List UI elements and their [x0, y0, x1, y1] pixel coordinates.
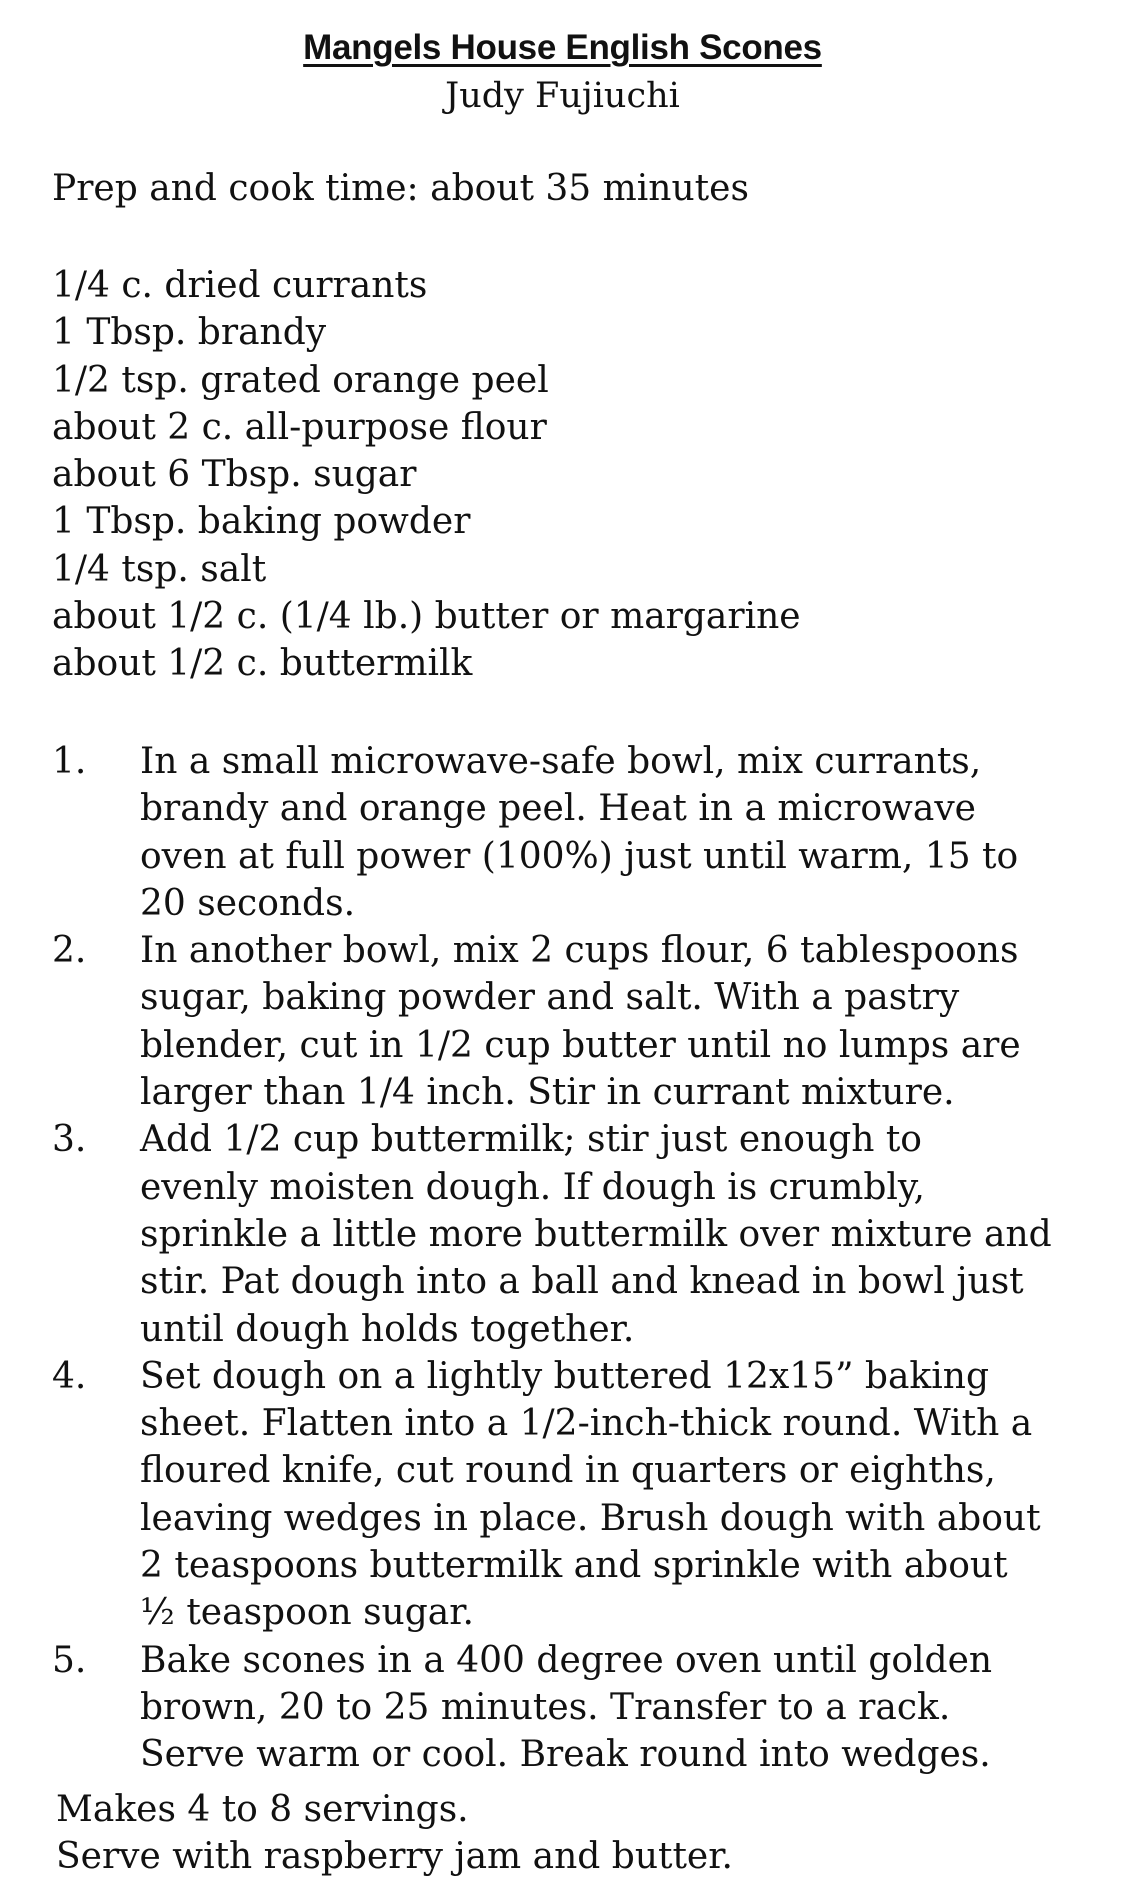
ingredient-item: 1/2 tsp. grated orange peel	[52, 359, 549, 401]
step-line: leaving wedges in place. Brush dough with about	[140, 1497, 1041, 1539]
ingredient-item: about 6 Tbsp. sugar	[52, 454, 417, 496]
ingredient-item: 1 Tbsp. brandy	[52, 312, 327, 354]
instruction-step	[52, 927, 1082, 1116]
serving-suggestion: Serve with raspberry jam and butter.	[56, 1836, 733, 1878]
step-line: stir. Pat dough into a ball and knead in bowl just	[140, 1261, 1024, 1303]
step-line: oven at full power (100%) just until warm, 15 to	[140, 835, 1019, 877]
step-text	[140, 927, 1082, 1116]
step-text	[140, 1116, 1082, 1352]
step-line: ½ teaspoon sugar.	[140, 1592, 474, 1634]
ingredient-item: about 1/2 c. buttermilk	[52, 643, 473, 685]
instruction-step	[52, 738, 1082, 927]
step-number: 2.	[52, 930, 87, 972]
prep-time: Prep and cook time: about 35 minutes	[52, 168, 749, 209]
step-line: until dough holds together.	[140, 1308, 635, 1350]
step-line: sheet. Flatten into a 1/2-inch-thick round. With a	[140, 1403, 1033, 1445]
step-line: In a small microwave-safe bowl, mix currants,	[140, 741, 982, 782]
ingredient-item: about 2 c. all-purpose flour	[52, 406, 547, 448]
step-number: 1.	[52, 741, 87, 782]
instruction-step	[52, 1637, 1082, 1779]
step-line: blender, cut in 1/2 cup butter until no lumps are	[140, 1024, 1021, 1066]
step-line: larger than 1/4 inch. Stir in currant mixture.	[140, 1072, 955, 1114]
ingredient-item: 1/4 tsp. salt	[52, 548, 267, 590]
step-text	[140, 1353, 1082, 1637]
instruction-step	[52, 1353, 1082, 1637]
servings-note: Makes 4 to 8 servings.	[56, 1789, 469, 1830]
step-line: In another bowl, mix 2 cups flour, 6 tablespoons	[140, 930, 1019, 972]
step-number: 3.	[52, 1119, 87, 1161]
step-line: 20 seconds.	[140, 882, 356, 924]
recipe-footer	[56, 1786, 733, 1881]
ingredients-list	[52, 262, 801, 688]
step-number: 5.	[52, 1639, 87, 1681]
ingredient-item: 1/4 c. dried currants	[52, 265, 428, 306]
step-line: Set dough on a lightly buttered 12x15” baking	[140, 1355, 989, 1397]
step-line: brandy and orange peel. Heat in a microwave	[140, 788, 976, 830]
step-line: Add 1/2 cup buttermilk; stir just enough to	[140, 1119, 922, 1161]
step-line: 2 teaspoons buttermilk and sprinkle with about	[140, 1545, 1008, 1587]
instructions-list	[52, 738, 1082, 1779]
step-number: 4.	[52, 1355, 87, 1397]
step-line: brown, 20 to 25 minutes. Transfer to a rack.	[140, 1686, 951, 1728]
step-line: sugar, baking powder and salt. With a pastry	[140, 977, 960, 1019]
step-line: sprinkle a little more buttermilk over mixture and	[140, 1213, 1052, 1255]
step-line: Bake scones in a 400 degree oven until golden	[140, 1639, 993, 1681]
ingredient-item: 1 Tbsp. baking powder	[52, 501, 471, 543]
recipe-author: Judy Fujiuchi	[445, 76, 680, 116]
step-line: floured knife, cut round in quarters or eighths,	[140, 1450, 996, 1492]
ingredient-item: about 1/2 c. (1/4 lb.) butter or margarine	[52, 596, 801, 638]
step-text	[140, 738, 1082, 927]
step-text	[140, 1637, 1082, 1779]
instruction-step	[52, 1116, 1082, 1352]
step-line: evenly moisten dough. If dough is crumbly,	[140, 1166, 925, 1208]
step-line: Serve warm or cool. Break round into wedges.	[140, 1734, 991, 1776]
recipe-title: Mangels House English Scones	[303, 28, 822, 67]
